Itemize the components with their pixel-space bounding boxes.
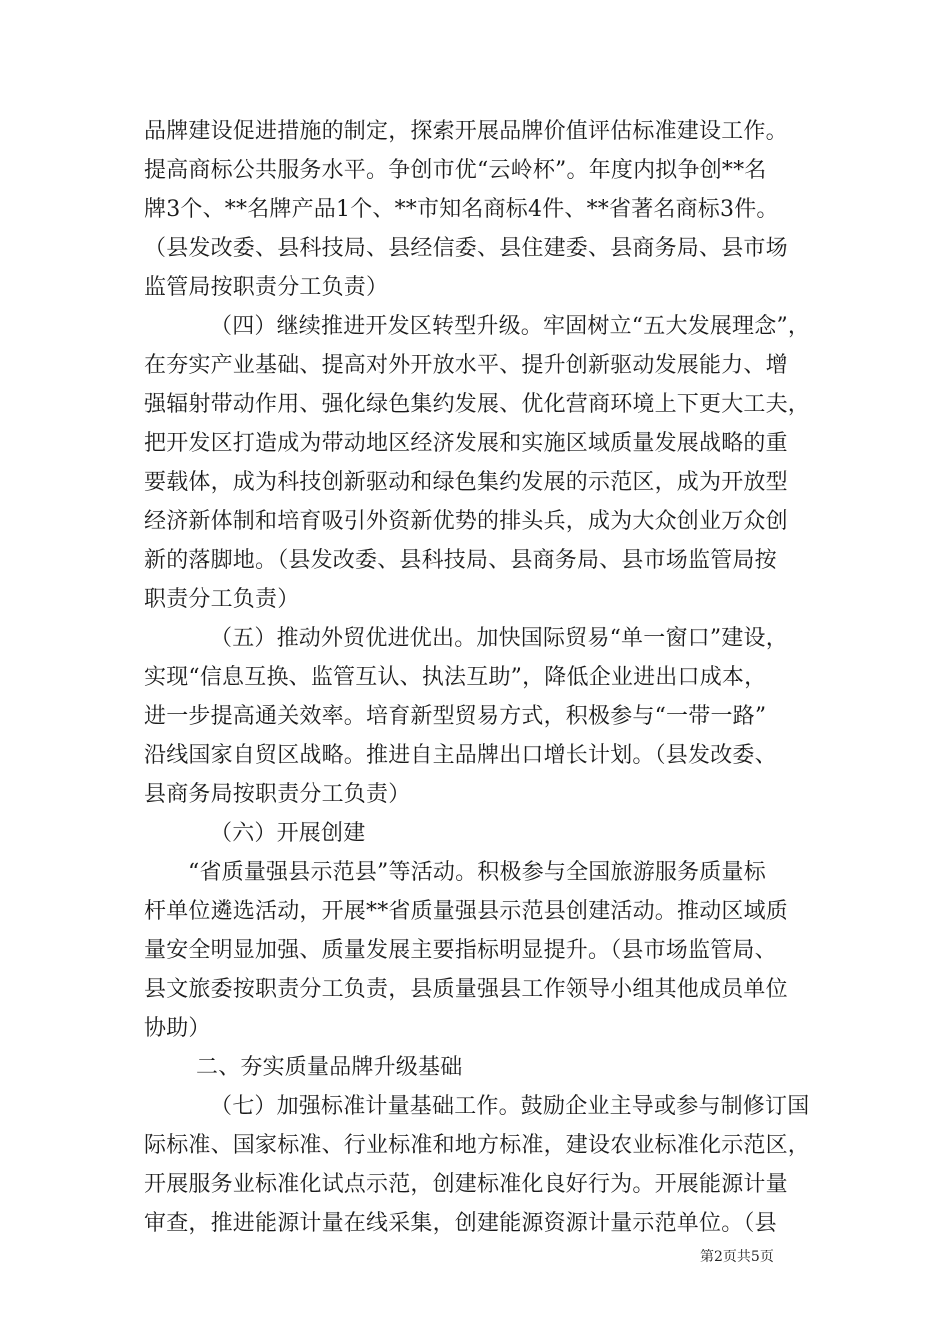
text-line: 开展服务业标准化试点示范，创建标准化良好行为。开展能源计量 (144, 1172, 788, 1197)
text-line: （五）推动外贸优进优出。加快国际贸易“单一窗口”建设， (210, 626, 788, 651)
text-line: 县文旅委按职责分工负责，县质量强县工作领导小组其他成员单位 (144, 977, 788, 1002)
text-line: 实现“信息互换、监管互认、执法互助”，降低企业进出口成本， (144, 665, 767, 690)
text-line: 杆单位遴选活动，开展**省质量强县示范县创建活动。推动区域质 (144, 899, 789, 924)
text-line: 在夯实产业基础、提高对外开放水平、提升创新驱动发展能力、增 (144, 353, 788, 378)
text-line: 县商务局按职责分工负责） (144, 782, 411, 807)
text-line: 把开发区打造成为带动地区经济发展和实施区域质量发展战略的重 (144, 431, 788, 456)
text-line: 进一步提高通关效率。培育新型贸易方式，积极参与“一带一路” (144, 704, 767, 729)
text-line: （县发改委、县科技局、县经信委、县住建委、县商务局、县市场 (144, 236, 788, 261)
page-number: 第2页共5页 (700, 1249, 774, 1265)
text-line: 强辐射带动作用、强化绿色集约发展、优化营商环境上下更大工夫， (144, 392, 811, 417)
text-line: 品牌建设促进措施的制定，探索开展品牌价值评估标准建设工作。 (144, 119, 788, 144)
document-body (144, 112, 814, 1243)
text-line: 际标准、国家标准、行业标准和地方标准，建设农业标准化示范区， (144, 1133, 811, 1158)
text-line: 新的落脚地。（县发改委、县科技局、县商务局、县市场监管局按 (144, 548, 777, 573)
text-line: 监管局按职责分工负责） (144, 275, 389, 300)
text-line: （七）加强标准计量基础工作。鼓励企业主导或参与制修订国 (210, 1094, 810, 1119)
text-line: 要载体，成为科技创新驱动和绿色集约发展的示范区，成为开放型 (144, 470, 788, 495)
text-line: “省质量强县示范县”等活动。积极参与全国旅游服务质量标 (188, 860, 766, 885)
text-line: 沿线国家自贸区战略。推进自主品牌出口增长计划。（县发改委、 (144, 743, 777, 768)
text-line: 二、夯实质量品牌升级基础 (196, 1055, 463, 1080)
text-line: 提高商标公共服务水平。争创市优“云岭杯”。年度内拟争创**名 (144, 158, 767, 183)
text-line: （四）继续推进开发区转型升级。牢固树立“五大发展理念”， (210, 314, 811, 339)
text-line: 量安全明显加强、质量发展主要指标明显提升。（县市场监管局、 (144, 938, 777, 963)
text-line: （六）开展创建 (210, 821, 366, 846)
text-line: 经济新体制和培育吸引外资新优势的排头兵，成为大众创业万众创 (144, 509, 788, 534)
text-line: 协助） (144, 1016, 211, 1041)
text-line: 职责分工负责） (144, 587, 300, 612)
text-line: 审查，推进能源计量在线采集，创建能源资源计量示范单位。（县 (144, 1211, 777, 1236)
text-line: 牌3个、**名牌产品1个、**市知名商标4件、**省著名商标3件。 (144, 197, 779, 222)
